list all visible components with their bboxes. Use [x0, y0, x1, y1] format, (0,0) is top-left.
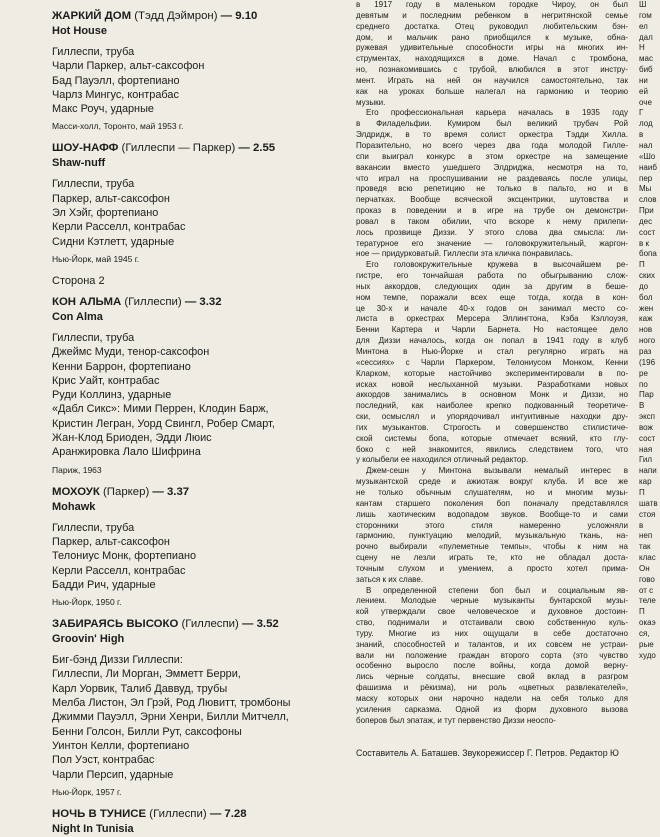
- edge-fragment: гово: [639, 574, 655, 584]
- track-subtitle: Mohawk: [52, 500, 96, 513]
- text-line: туру. Многие из них ощущали в себе достаточно: [356, 628, 628, 638]
- text-line: Его профессиональная карьера началась в 1935 году: [366, 108, 628, 118]
- personnel-line: Гиллеспи, труба: [52, 46, 135, 58]
- edge-fragment: шатв: [639, 498, 658, 508]
- track-author: (Гиллеспи): [149, 807, 207, 820]
- edge-fragment: При: [639, 206, 654, 216]
- text-line: гистре, его тончайшая работа по обыгрыванию слож-: [356, 271, 628, 281]
- edge-fragment: Пар: [639, 390, 654, 400]
- personnel-line: Телониус Монк, фортепиано: [52, 550, 197, 563]
- text-line: но, познакомившись с трубой, влюбился в этот инстру-: [356, 65, 628, 75]
- personnel-line: Чарли Паркер, альт-саксофон: [52, 60, 205, 73]
- text-line: знаний, способностей и талантов, и их совсем не устраи-: [356, 639, 628, 649]
- track-title: [52, 485, 342, 500]
- personnel-line: Бадди Рич, ударные: [52, 578, 156, 591]
- text-line: тературное его значение — головокружительный, жаргон-: [356, 238, 628, 248]
- edge-fragment: окаэ: [639, 618, 656, 628]
- text-line: музыки.: [356, 97, 386, 107]
- edge-fragment: до: [639, 281, 649, 291]
- text-line: лением. Молодые черные музыканты бунтарской музы-: [356, 596, 628, 606]
- recording-location: Нью-Йорк, 1957 г.: [52, 786, 122, 797]
- text-line: среднего достатка. Отец руководил любительским бэн-: [356, 21, 628, 31]
- text-line: точным слухом и умением, а просто хотел прима-: [356, 563, 628, 573]
- track-duration: — 3.37: [152, 485, 190, 498]
- edge-fragment: ни: [639, 75, 648, 85]
- edge-fragment: рые: [639, 639, 654, 649]
- text-line: спи выиграл конкурс в этом оркестре на замещение: [356, 151, 628, 161]
- track-subtitle: Shaw-nuff: [52, 157, 106, 170]
- track-title-text: ШОУ-НАФФ: [52, 142, 119, 155]
- edge-fragment: по: [639, 379, 648, 389]
- text-line: сторонники этого стиля намеренно усложняли: [356, 520, 628, 530]
- text-line: у колыбели ее находился отличный редактор.: [356, 455, 529, 465]
- track-title: [52, 9, 342, 24]
- text-line: гармонию, пунктуацию мелодий, музыкальную ткань, на-: [356, 531, 628, 541]
- personnel-line: Гиллеспи, труба: [52, 521, 135, 534]
- track-author: (Гиллеспи): [181, 618, 239, 631]
- text-line: ски, осмыслял и упорядочивал интуитивные находки дру-: [356, 412, 628, 422]
- track-title: [52, 807, 342, 822]
- text-line: ровал в таком обилии, что вскоре к нему прилепи-: [356, 216, 628, 226]
- track-author: (Паркер): [103, 485, 150, 498]
- personnel-line: Керли Расселл, контрабас: [52, 564, 186, 577]
- edge-fragment: Ш: [639, 0, 647, 9]
- track-title-text: ЖАРКИЙ ДОМ: [52, 10, 132, 22]
- text-line: что играл на проспушивании не раздеваясь после улицы,: [356, 173, 628, 183]
- text-line: проказ в поведении и в игре на трубе он демонстри-: [356, 206, 628, 216]
- edge-fragment: сост: [639, 227, 656, 237]
- recording-location: Масси-холл, Торонто, май 1953 г.: [52, 121, 184, 132]
- credits-line: Составитель А. Баташев. Звукорежиссер Г. Петров. Редактор Ю: [356, 748, 619, 758]
- track-title: [52, 295, 342, 310]
- edge-fragment: сост: [639, 433, 656, 443]
- text-line: це 30-х и начале 40-х годов он занимал место со-: [356, 303, 628, 313]
- edge-fragment: ских: [639, 271, 655, 281]
- track-list: [52, 0, 342, 837]
- edge-fragment: слов: [639, 195, 657, 205]
- edge-fragment: лод: [639, 119, 653, 129]
- edge-fragment: П: [639, 487, 645, 497]
- edge-fragment: в к: [639, 238, 649, 248]
- edge-fragment: оче: [639, 97, 652, 107]
- text-line: сцену не лезли играть те, кто не обладал доста-: [356, 553, 628, 563]
- edge-fragment: ная: [639, 444, 653, 454]
- track-subtitle: Night In Tunisia: [52, 822, 134, 835]
- edge-fragment: наиб: [639, 162, 657, 172]
- edge-fragment: в: [639, 520, 644, 530]
- recording-location: Париж, 1963: [52, 464, 102, 475]
- text-line: Джем-сешн у Минтона вызывали немалый интерес в: [366, 466, 628, 476]
- text-line: Бенни Картера и Чарли Барнета. Но настоящее дело: [356, 325, 628, 335]
- track-duration: — 2.55: [238, 142, 276, 155]
- personnel-line: Кенни Баррон, фортепиано: [52, 360, 191, 373]
- track-title: [52, 141, 342, 156]
- personnel-line: Бад Пауэлл, фортепиано: [52, 74, 180, 87]
- text-line: для Диззи началось, когда он попал в 1941 году в клуб: [356, 336, 628, 346]
- personnel-line: Биг-бэнд Диззи Гиллеспи:: [52, 654, 183, 667]
- track-title-text: ЗАБИРАЯСЬ ВЫСОКО: [52, 618, 179, 631]
- text-line: в 1917 году в маленьком городке Чироу, он был: [356, 0, 628, 9]
- edge-fragment: (196: [639, 357, 656, 367]
- edge-fragment: Н: [639, 43, 645, 53]
- edge-fragment: Мы: [639, 184, 652, 194]
- text-line: Элдридж, в то время солист оркестра Тэдди Хилла.: [356, 130, 628, 140]
- text-line: фашизма и рёкизма), ни роль «цветных развлекателей»,: [356, 683, 628, 693]
- text-line: кой утверждали свое человеческое и духовное достоин-: [356, 607, 628, 617]
- personnel-line: Керли Расселл, контрабас: [52, 221, 186, 234]
- text-line: ных аккордов, следующих один за другим в беше-: [356, 281, 628, 291]
- edge-fragment: вож: [639, 422, 653, 432]
- personnel-line: Жан-Клод Бриоден, Эдди Люис: [52, 432, 212, 445]
- edge-fragment: пер: [639, 173, 653, 183]
- text-line: Поразительно, но всего через два года молодой Гилле-: [356, 140, 628, 150]
- edge-fragment: худо: [639, 650, 656, 660]
- recording-location: Нью-Йорк, 1950 г.: [52, 597, 122, 608]
- track-author: (Гиллеспи): [124, 295, 182, 308]
- text-line: как на уроках больше налегал на гармонию и теорию: [356, 86, 628, 96]
- edge-fragment: гом: [639, 10, 652, 20]
- personnel-line: Гиллеспи, труба: [52, 178, 135, 191]
- text-line: листа в оркестрах Мерсера Эллингтона, Кэба Кэллоуэя,: [356, 314, 628, 324]
- personnel-line: «Дабл Сикс»: Мими Перрен, Клодин Барж,: [52, 403, 269, 416]
- personnel-line: Паркер, альт-саксофон: [52, 192, 170, 205]
- text-line: исках новой неслыханной музыки. Разработками новых: [356, 379, 628, 389]
- text-line: не только обычным слушателям, но и многим музы-: [356, 487, 628, 497]
- text-line: лишь хаотическим водопадом звуков. Вообще-то и сами: [356, 509, 628, 519]
- edge-fragment: дес: [639, 216, 653, 226]
- text-line: кантам старшего поколения боп поначалу представлялся: [356, 498, 628, 508]
- text-line: в Филадельфии. Кумиром был великий трубач Рой: [356, 119, 628, 129]
- edge-fragment: в: [639, 130, 644, 140]
- personnel-line: Карл Уорвик, Талиб Даввуд, трубы: [52, 682, 228, 695]
- edge-fragment: ного: [639, 336, 656, 346]
- edge-fragment: раз: [639, 347, 652, 356]
- personnel-line: Мелба Листон, Эл Грэй, Род Лювитт, тромбоны: [52, 697, 291, 710]
- edge-fragment: жен: [639, 303, 654, 313]
- edge-fragment: Г: [639, 108, 644, 118]
- track-duration: — 7.28: [209, 807, 247, 820]
- track-duration: — 9.10: [220, 10, 258, 22]
- edge-fragment: ся,: [639, 628, 650, 638]
- text-line: маску которых они нарочно надели на себя только для: [356, 694, 628, 703]
- text-line: боко с ней знакомится, явились следствием того, что: [356, 444, 628, 454]
- edge-fragment: кар: [639, 477, 652, 487]
- text-line: ской системы бопа, которые отмечает всякий, кто глу-: [356, 433, 628, 443]
- track-title-text: МОХОУК: [52, 485, 100, 498]
- edge-fragment: нал: [639, 140, 653, 150]
- track-subtitle: Con Alma: [52, 310, 103, 323]
- text-line: аккордов занимались в основном Монк и Диззи, но: [356, 390, 628, 400]
- edge-fragment: Гил: [639, 455, 653, 465]
- edge-fragment: «Шо: [639, 151, 656, 161]
- text-line: В определенной степени боп был и социальным яв-: [366, 585, 628, 595]
- side-label: Сторона 2: [52, 274, 105, 287]
- personnel-line: Чарли Персип, ударные: [52, 768, 174, 781]
- edge-fragment: каж: [639, 314, 653, 324]
- text-line: вакансии вместо ушедшего Элдриджа, несмотря на то,: [356, 162, 628, 172]
- text-line: особенно выросло после войны, когда домой верну-: [356, 661, 628, 671]
- edge-fragment: В: [639, 401, 645, 411]
- edge-fragment: стоя: [639, 509, 656, 519]
- personnel-line: Крис Уайт, контрабас: [52, 374, 160, 387]
- text-line: «сессиях» с Чарли Паркером, Телониусом Монком, Кенни: [356, 357, 628, 367]
- text-line: ное — придурковатый. Гиллеспи эта кличка понравилась.: [356, 249, 573, 259]
- track-duration: — 3.32: [184, 295, 222, 308]
- text-line: рочно выбирали «пулеметные темпы», чтобы к ним на: [356, 542, 628, 552]
- text-line: девятым и последним ребенком в негритянской семье: [356, 10, 628, 20]
- personnel-line: Джимми Пауэлл, Эрни Хенри, Билли Митчелл,: [52, 711, 289, 724]
- text-line: лись черные солдаты, внесшие свой вклад в разгром: [356, 672, 628, 682]
- personnel-line: Паркер, альт-саксофон: [52, 535, 170, 548]
- text-line: струментах, находящихся в доме. Начал с тромбона,: [356, 54, 628, 64]
- edge-fragment: П: [639, 260, 645, 270]
- personnel-line: Уинтон Келли, фортепиано: [52, 739, 190, 752]
- right-column-fragment: [639, 0, 660, 661]
- personnel-line: Гиллеспи, труба: [52, 331, 135, 344]
- edge-fragment: нов: [639, 325, 653, 335]
- text-line: перчатках. Вообще всяческой эксцентрики, шутовства и: [356, 195, 628, 205]
- track-duration: — 3.52: [242, 618, 279, 631]
- personnel-line: Эл Хэйг, фортепиано: [52, 207, 159, 220]
- personnel-line: Джеймс Муди, тенор-саксофон: [52, 346, 210, 359]
- edge-fragment: П: [639, 607, 645, 617]
- text-line: ружевая удивительные способности игры на многих ин-: [356, 43, 628, 53]
- text-line: усиления сарказма. Одной из форм духовного вызова: [356, 704, 628, 714]
- text-line: Кларком, которые настойчиво экспериментировали в по-: [356, 368, 628, 378]
- text-line: дом, и мальчик рано приобщился к музыке, обна-: [356, 32, 628, 42]
- text-line: вали ни положение граждан второго сорта (это чувство: [356, 650, 628, 660]
- personnel-line: Бенни Голсон, Билли Рут, саксофоны: [52, 725, 242, 738]
- edge-fragment: эксп: [639, 412, 656, 422]
- text-line: музыкантской среде и ажиотаж вокруг клуба. И все же: [356, 477, 628, 487]
- track-title-text: НОЧЬ В ТУНИСЕ: [52, 807, 147, 820]
- track-subtitle: Groovin' High: [52, 633, 125, 646]
- text-line: проведя всю репетицию не только в пальто, но и в: [356, 184, 628, 194]
- personnel-line: Руди Коллинз, ударные: [52, 389, 172, 402]
- personnel-line: Чарлз Мингус, контрабас: [52, 88, 179, 101]
- edge-fragment: Он: [639, 563, 650, 573]
- track-title: [52, 617, 342, 632]
- edge-fragment: так: [639, 542, 651, 552]
- text-line: гих музыкантов. Строгость и совершенство стилистиче-: [356, 422, 628, 432]
- edge-fragment: биб: [639, 65, 653, 75]
- personnel-line: Пол Уэст, контрабас: [52, 754, 155, 767]
- personnel-line: Гиллеспи, Ли Морган, Эмметт Берри,: [52, 668, 241, 681]
- personnel-line: Кристин Легран, Уорд Свингл, Робер Смарт,: [52, 417, 275, 430]
- text-line: боперов был эпатаж, и тут первенство Диззи неоспо-: [356, 715, 556, 725]
- edge-fragment: ре: [639, 368, 648, 378]
- text-line: последний, как наиболее крепко подкованный теоретиче-: [356, 401, 628, 411]
- edge-fragment: бопа: [639, 249, 657, 259]
- text-line: ство, поднимали и отстаивали свою собственную куль-: [356, 618, 628, 628]
- text-line: мент. Играть на ней он научился самостоятельно, так: [356, 75, 628, 85]
- personnel-line: Аранжировка Лало Шифрина: [52, 446, 201, 459]
- text-line: ном темпе, поражали всех еще тогда, когда в кон-: [356, 292, 628, 302]
- track-subtitle: Hot House: [52, 25, 107, 37]
- liner-notes-text: [356, 0, 628, 727]
- personnel-line: Макс Роуч, ударные: [52, 103, 154, 116]
- track-author: (Тэдд Дэймрон): [134, 10, 218, 22]
- personnel-line: Сидни Кэтлетт, ударные: [52, 235, 175, 248]
- recording-location: Нью-Йорк, май 1945 г.: [52, 253, 140, 264]
- edge-fragment: мас: [639, 54, 653, 64]
- edge-fragment: дал: [639, 32, 653, 42]
- track-author: (Гиллеспи — Паркер): [121, 142, 236, 155]
- edge-fragment: бол: [639, 292, 653, 302]
- text-line: Его головокружительные кружева в высочайшем ре-: [366, 260, 628, 270]
- edge-fragment: ел: [639, 21, 648, 31]
- track-title-text: КОН АЛЬМА: [52, 295, 122, 308]
- edge-fragment: клас: [639, 553, 656, 563]
- text-line: лось прозвище Диззи. У этого слова два смысла: ли-: [356, 227, 628, 237]
- edge-fragment: неп: [639, 531, 653, 541]
- edge-fragment: от с: [639, 585, 654, 595]
- edge-fragment: напи: [639, 466, 657, 476]
- text-line: заться к их славе.: [356, 574, 424, 584]
- edge-fragment: ей: [639, 86, 648, 96]
- edge-fragment: теле: [639, 596, 656, 606]
- text-line: Минтона в Нью-Йорке и стал регулярно играть на: [356, 347, 628, 356]
